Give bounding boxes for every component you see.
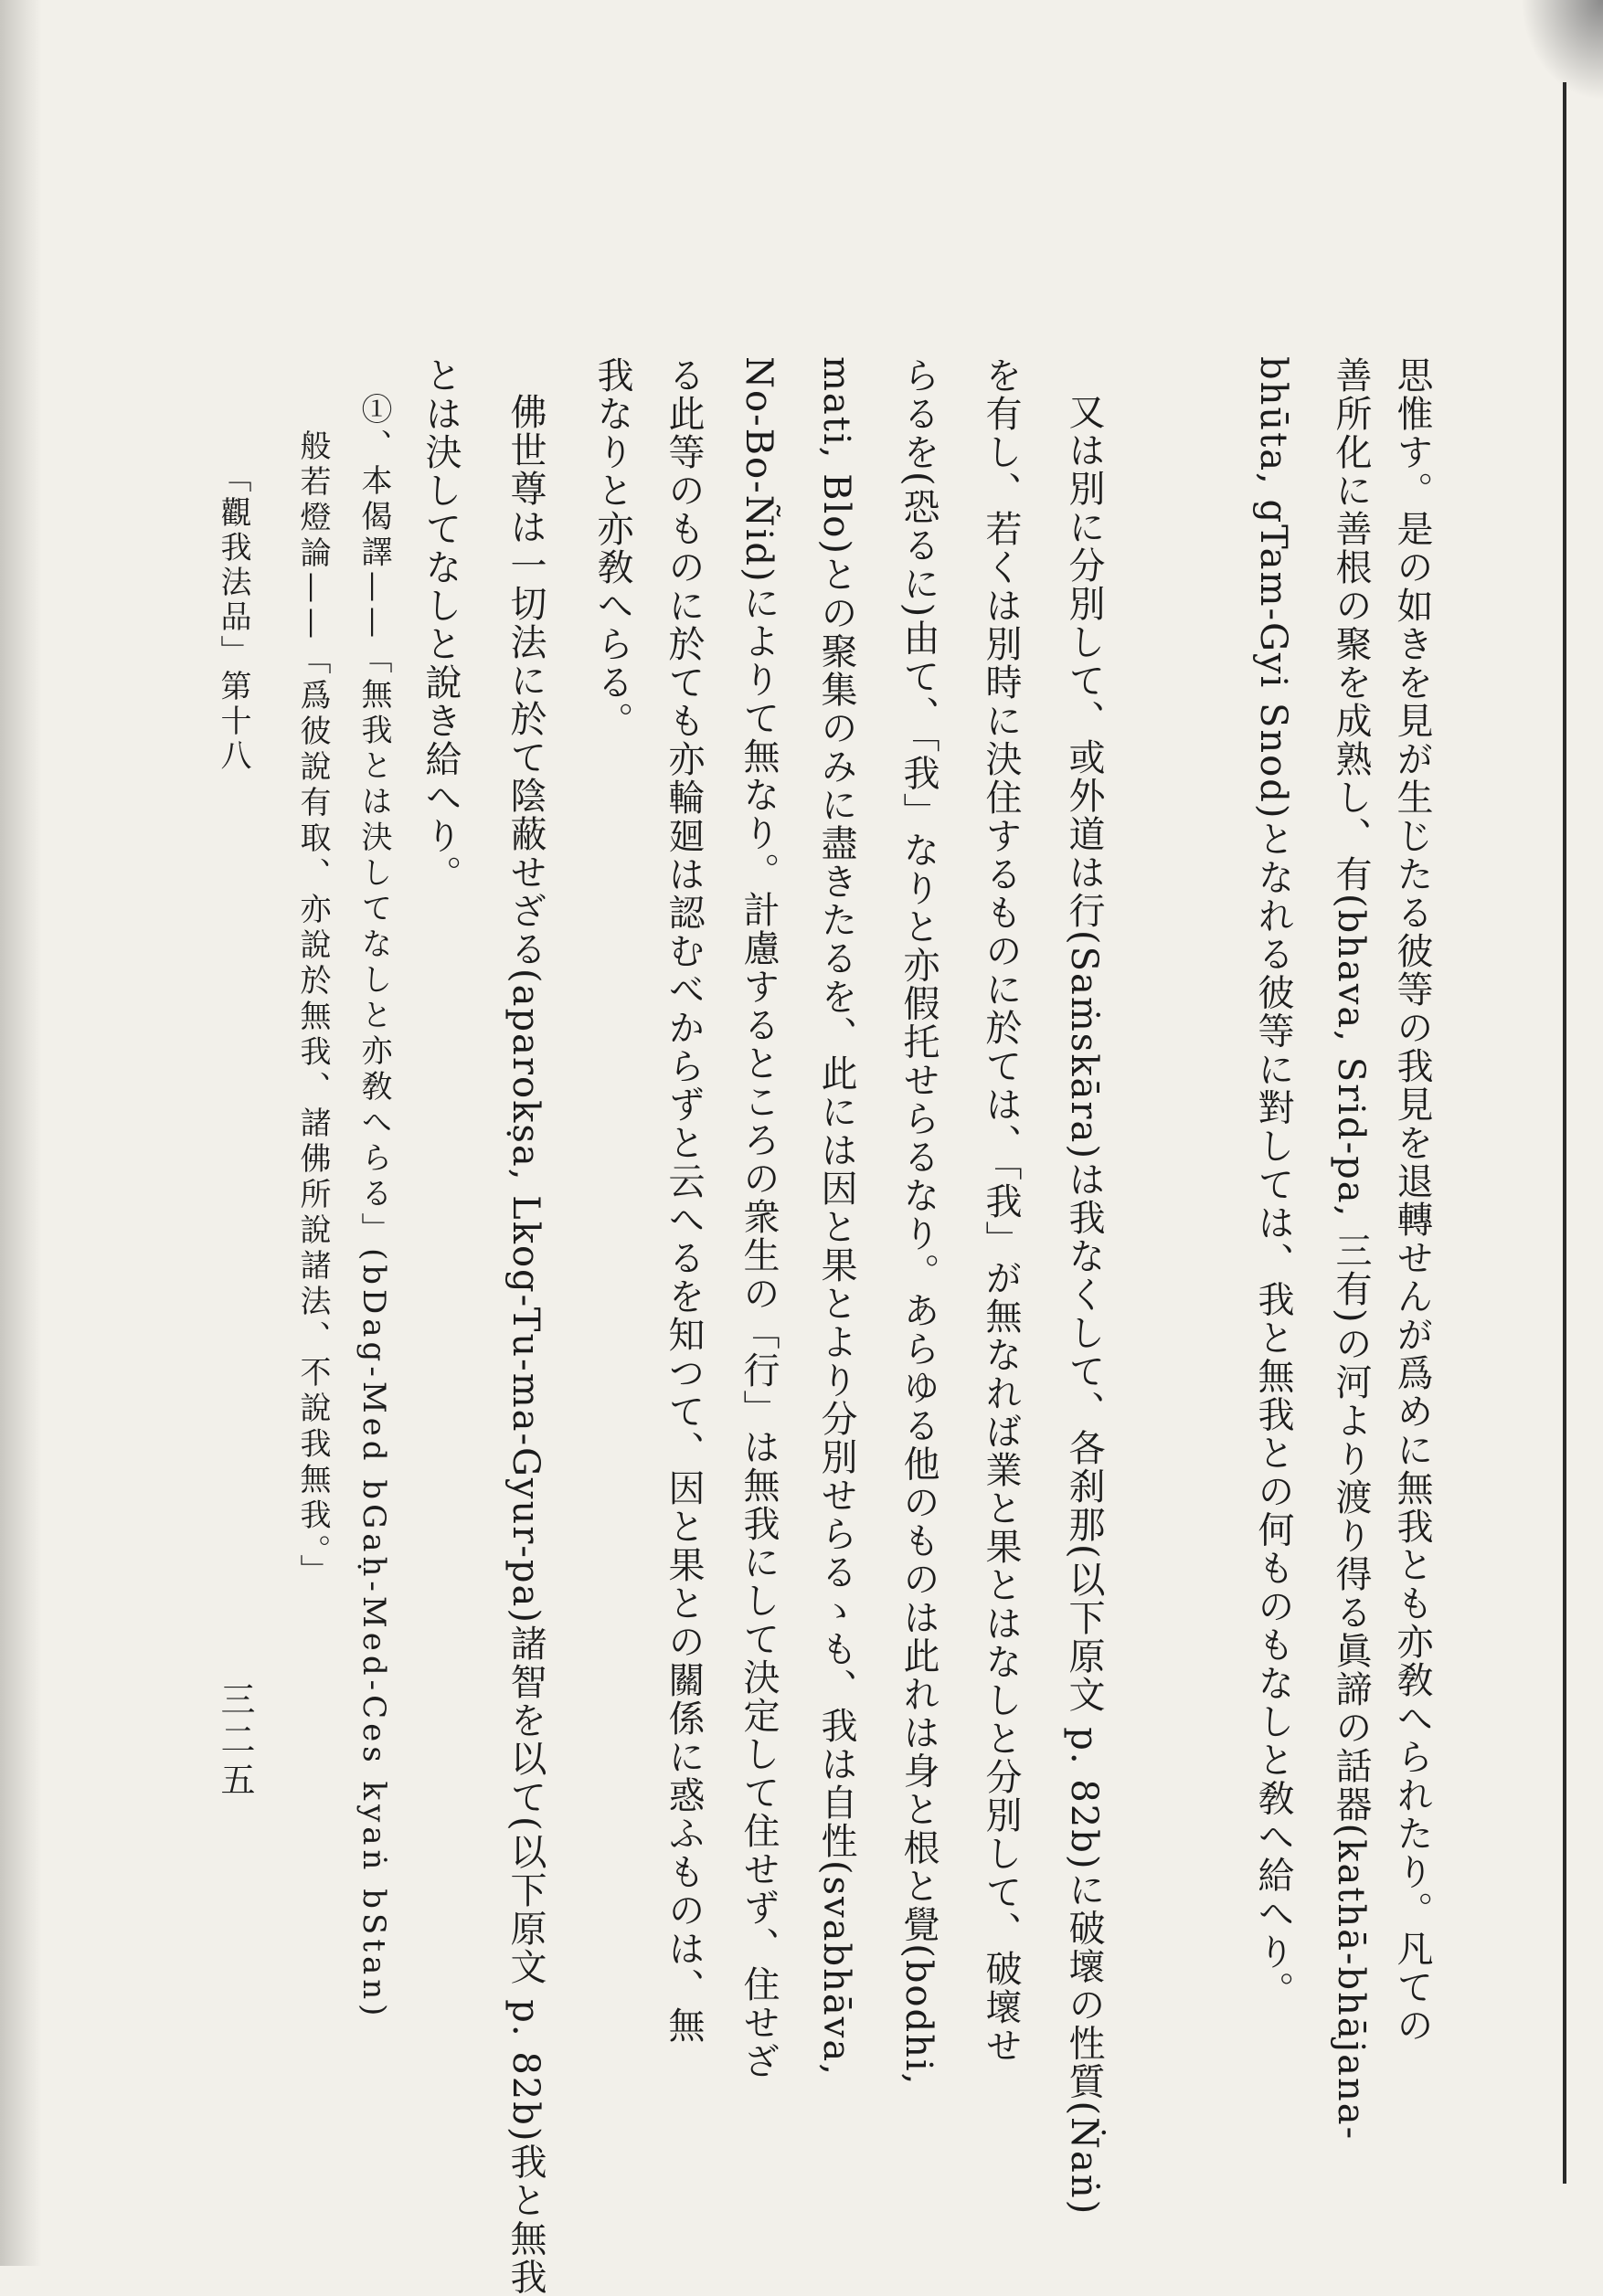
body-line-2: 善所化に善根の聚を成熟し、有(bhava, Srid-pa, 三有)の河より渡り得る眞諦の話器(kathā-bhājana- bbox=[1330, 356, 1372, 2142]
footnote-1: ①、本偈譯——「無我とは決してなしと亦敎へらる」(bDag-Med bGaḥ-Med-Ces kyaṅ bStan) bbox=[356, 393, 392, 2021]
body-line-4: 又は別に分別して、或外道は行(Saṁskāra)は我なくして、各刹那(以下原文 p. 82b)に破壞の性質(Ṅaṅ) bbox=[1063, 393, 1105, 2217]
scan-right-rule bbox=[1563, 82, 1566, 2184]
scan-left-margin bbox=[0, 0, 42, 2266]
body-line-8: No-Bo-Ñid)によりて無なり。計慮するところの衆生の「行」は無我にして決定して住せず、住せざ bbox=[738, 356, 780, 2080]
page-number: 三二五 bbox=[215, 1681, 255, 1802]
body-line-9: る此等のものに於ても亦輪廻は認むべからずと云へるを知つて、因と果との關係に惑ふものは、無 bbox=[663, 356, 705, 2045]
body-line-12: とは決してなしと說き給へり。 bbox=[419, 356, 462, 894]
scan-corner-shadow bbox=[1521, 0, 1603, 101]
body-line-10: 我なりと亦敎へらる。 bbox=[591, 356, 633, 740]
body-line-7: mati, Blo)との聚集のみに盡きたるを、此には因と果とより分別せらるゝも、我は自性(svabhāva, bbox=[815, 356, 857, 2077]
chapter-title-footer: 「觀我法品」第十八 bbox=[215, 461, 251, 774]
footnote-2: 般若燈論——「爲彼說有取、亦說於無我、諸佛所說諸法、不說我無我。」 bbox=[294, 429, 331, 1590]
body-line-3: bhūta, gTam-Gyi Snod)となれる彼等に對しては、我と無我との何ものもなしと敎へ給へり。 bbox=[1252, 356, 1294, 2010]
body-line-6: らるを(恐るに)由て、「我」なりと亦假托せらるなり。あらゆる他のものは此れは身と根と覺(bodhi, bbox=[897, 356, 940, 2087]
body-line-5: を有し、若くは別時に決住するものに於ては、「我」が無なれば業と果とはなしと分別して、破壞せ bbox=[980, 356, 1022, 2065]
body-line-11: 佛世尊は一切法に於て陰蔽せざる(aparokṣa, Lkog-Tu-ma-Gyur-pa)諸智を以て(以下原文 p. 82b)我と無我 bbox=[504, 393, 547, 2296]
body-line-1: 思惟す。是の如きを見が生じたる彼等の我見を退轉せんが爲めに無我とも亦敎へられたり。凡ての bbox=[1391, 356, 1433, 2045]
